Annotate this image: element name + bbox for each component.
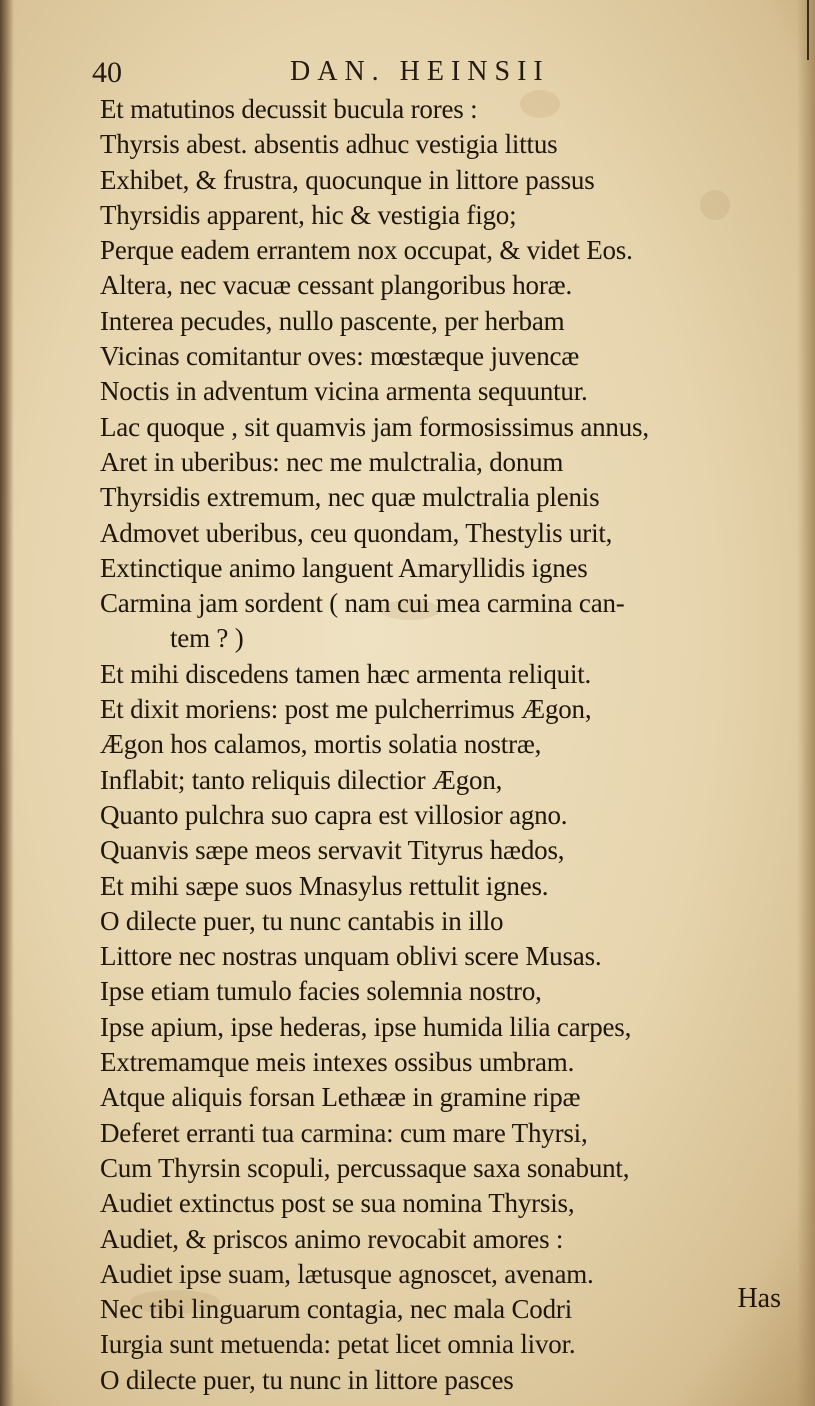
verse-line: Aret in uberibus: nec me mulctralia, donum bbox=[100, 446, 564, 477]
verse-line: Quanto pulchra suo capra est villosior agno. bbox=[100, 799, 568, 830]
verse-line: Exhibet, & frustra, quocunque in littore passus bbox=[100, 164, 595, 195]
page-number: 40 bbox=[92, 56, 122, 89]
verse-line: Noctis in adventum vicina armenta sequuntur. bbox=[100, 376, 588, 407]
verse-line: Thyrsis abest. absentis adhuc vestigia littus bbox=[100, 129, 558, 160]
catchword: Has bbox=[737, 1283, 781, 1314]
verse-line: Admovet uberibus, ceu quondam, Thestylis urit, bbox=[100, 517, 613, 548]
verse-line: Vicinas comitantur oves: mœstæque juvencæ bbox=[100, 341, 580, 372]
verse-line: Audiet, & priscos animo revocabit amores : bbox=[100, 1223, 564, 1254]
verse-line: tem ? ) bbox=[170, 623, 244, 654]
verse-line: Et dixit moriens: post me pulcherrimus Ægon, bbox=[100, 694, 592, 725]
running-head: DAN. HEINSII bbox=[290, 56, 550, 87]
verse-line: Extremamque meis intexes ossibus umbram. bbox=[100, 1047, 575, 1078]
page-edge-shadow bbox=[797, 0, 815, 1406]
verse-line: Et mihi sæpe suos Mnasylus rettulit ignes. bbox=[100, 870, 549, 901]
verse-line: O dilecte puer, tu nunc cantabis in illo bbox=[100, 905, 504, 936]
verse-line: Littore nec nostras unquam oblivi scere Musas. bbox=[100, 941, 602, 972]
verse-line: Carmina jam sordent ( nam cui mea carmina can- bbox=[100, 588, 625, 619]
verse-line: Audiet extinctus post se sua nomina Thyrsis, bbox=[100, 1188, 575, 1219]
verse-line: Deferet erranti tua carmina: cum mare Thyrsi, bbox=[100, 1117, 588, 1148]
page-header bbox=[92, 52, 712, 96]
verse-line: Extinctique animo languent Amaryllidis ignes bbox=[100, 552, 588, 583]
verse-line: Ipse etiam tumulo facies solemnia nostro, bbox=[100, 976, 542, 1007]
verse-line: Perque eadem errantem nox occupat, & videt Eos. bbox=[100, 235, 633, 266]
verse-line: Et mihi discedens tamen hæc armenta reliquit. bbox=[100, 658, 592, 689]
binding-gutter bbox=[0, 0, 14, 1406]
verse-line: Ægon hos calamos, mortis solatia nostræ, bbox=[100, 729, 542, 760]
verse-line: O dilecte puer, tu nunc in littore pasces bbox=[100, 1364, 514, 1395]
verse-line: Atque aliquis forsan Lethææ in gramine ripæ bbox=[100, 1082, 581, 1113]
verse-line: Quanvis sæpe meos servavit Tityrus hædos, bbox=[100, 835, 565, 866]
verse-line: Thyrsidis extremum, nec quæ mulctralia plenis bbox=[100, 482, 600, 513]
verse-line: Nec tibi linguarum contagia, nec mala Codri bbox=[100, 1294, 572, 1325]
verse-line: Ipse apium, ipse hederas, ipse humida lilia carpes, bbox=[100, 1011, 632, 1042]
page-edge-mark bbox=[807, 0, 809, 60]
verse-line: Thyrsidis apparent, hic & vestigia figo; bbox=[100, 199, 517, 230]
verse-line: Lac quoque , sit quamvis jam formosissimus annus, bbox=[100, 411, 649, 442]
verse-line: Altera, nec vacuæ cessant plangoribus horæ. bbox=[100, 270, 573, 301]
verse-line: Interea pecudes, nullo pascente, per herbam bbox=[100, 305, 565, 336]
verse-line: Audiet ipse suam, lætusque agnoscet, avenam. bbox=[100, 1258, 594, 1289]
poem-text bbox=[100, 92, 780, 1398]
verse-line: Inflabit; tanto reliquis dilectior Ægon, bbox=[100, 764, 503, 795]
verse-line: Iurgia sunt metuenda: petat licet omnia livor. bbox=[100, 1329, 576, 1360]
verse-line: Cum Thyrsin scopuli, percussaque saxa sonabunt, bbox=[100, 1152, 630, 1183]
verse-line: Et matutinos decussit bucula rores : bbox=[100, 94, 478, 124]
